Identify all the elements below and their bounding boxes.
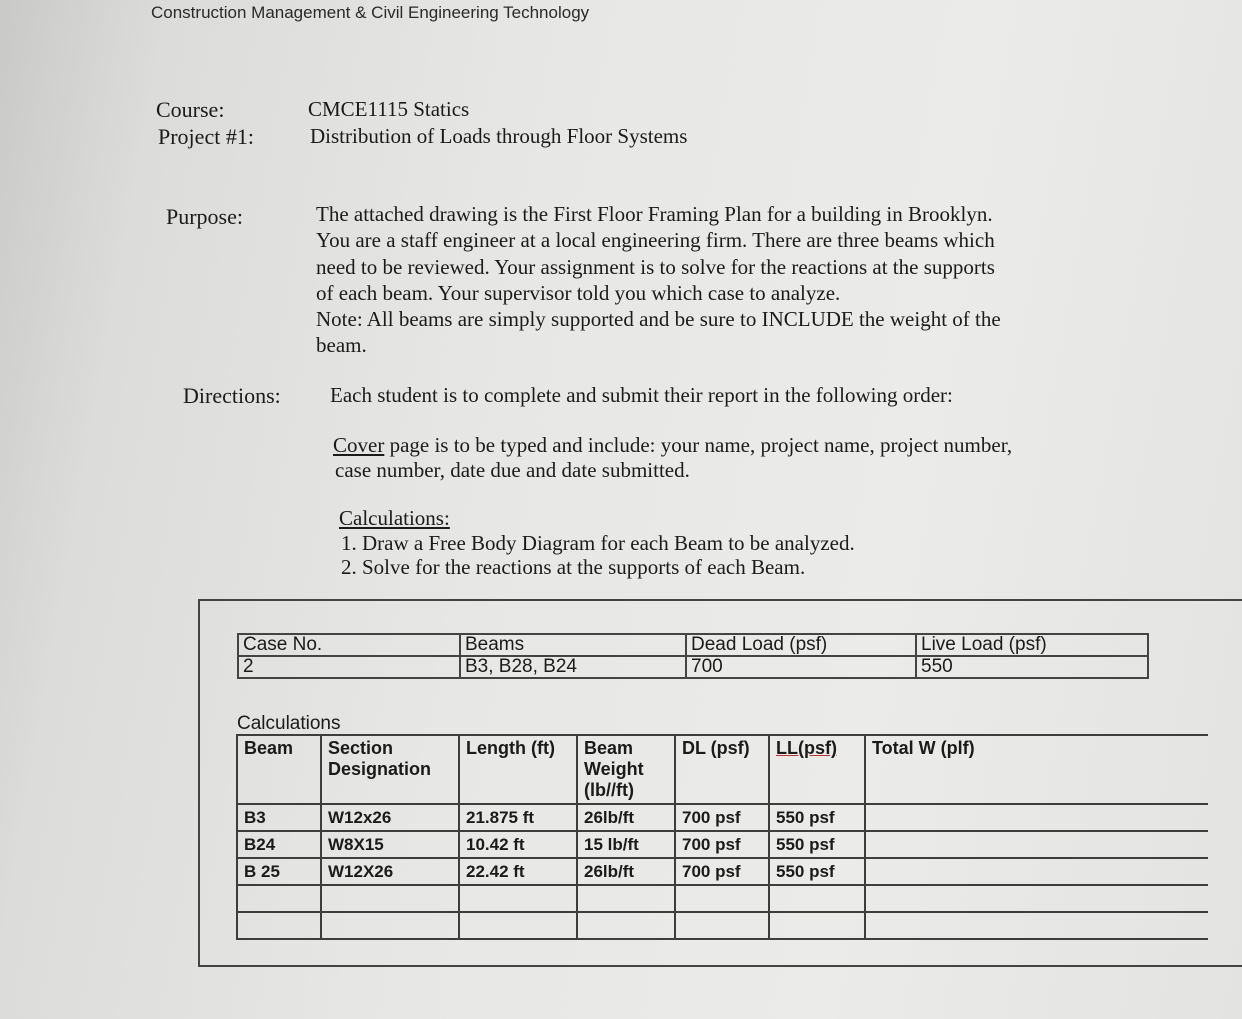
course-value: CMCE1115 Statics (308, 97, 470, 121)
case-value-cell: B3, B28, B24 (460, 656, 686, 678)
table-cell (321, 885, 459, 912)
purpose-line: beam. (316, 333, 367, 358)
project-label: Project #1: (158, 124, 254, 149)
directions-text: Each student is to complete and submit their report in the following order: (330, 383, 953, 407)
cover-word: Cover (333, 433, 385, 457)
case-value-cell: 700 (686, 656, 916, 678)
table-cell (675, 885, 769, 912)
calc-header-cell: Total W (plf) (865, 735, 1208, 804)
calc-header-row (237, 735, 1208, 804)
case-table-value-row (238, 656, 1148, 678)
case-table (237, 633, 1149, 679)
table-cell (769, 912, 865, 939)
project-value: Distribution of Loads through Floor Systems (310, 124, 688, 148)
cover-instruction (333, 433, 1012, 458)
calculations-heading: Calculations: (339, 506, 450, 530)
table-cell: B24 (237, 831, 321, 858)
document-header: Construction Management & Civil Engineering Technology (151, 3, 590, 22)
table-cell: B3 (237, 804, 321, 831)
calc-header-cell: DL (psf) (675, 735, 769, 804)
table-cell: 550 psf (769, 858, 865, 885)
case-header-cell: Live Load (psf) (916, 634, 1148, 656)
table-cell: 22.42 ft (459, 858, 577, 885)
table-cell: 700 psf (675, 858, 769, 885)
case-header-cell: Dead Load (psf) (686, 634, 916, 656)
table-row (237, 831, 1208, 858)
purpose-paragraph (316, 201, 1166, 359)
calc-header-cell: LL(psf) (769, 735, 865, 804)
case-header-cell: Beams (460, 634, 686, 656)
table-cell: 700 psf (675, 831, 769, 858)
calculations-table-title: Calculations (237, 713, 341, 734)
table-cell: 10.42 ft (459, 831, 577, 858)
table-cell (237, 912, 321, 939)
table-cell (459, 885, 577, 912)
case-value-cell: 2 (238, 656, 460, 678)
table-cell: W12X26 (321, 858, 459, 885)
directions-label: Directions: (183, 383, 281, 408)
table-cell: 21.875 ft (459, 804, 577, 831)
purpose-line: need to be reviewed. Your assignment is to solve for the reactions at the supports (316, 254, 995, 279)
table-row (237, 885, 1208, 912)
table-row (237, 912, 1208, 939)
table-row (237, 858, 1208, 885)
purpose-line: You are a staff engineer at a local engineering firm. There are three beams which (316, 228, 995, 253)
table-cell (865, 804, 1208, 831)
purpose-line: Note: All beams are simply supported and be sure to INCLUDE the weight of the (316, 307, 1001, 332)
cover-rest: page is to be typed and include: your name, project name, project number, (384, 433, 1013, 457)
table-cell (675, 912, 769, 939)
table-cell (865, 912, 1208, 939)
step-1: 1. Draw a Free Body Diagram for each Beam to be analyzed. (341, 531, 855, 555)
calc-header-cell: Beam (237, 735, 321, 804)
table-cell (865, 831, 1208, 858)
table-cell: 550 psf (769, 831, 865, 858)
table-cell: 26lb/ft (577, 858, 675, 885)
table-cell (769, 885, 865, 912)
table-cell (459, 912, 577, 939)
calc-header-cell: Length (ft) (459, 735, 577, 804)
table-cell: W8X15 (321, 831, 459, 858)
table-cell (577, 885, 675, 912)
case-table-header-row (238, 634, 1148, 656)
table-cell (865, 858, 1208, 885)
table-cell (321, 912, 459, 939)
step-2: 2. Solve for the reactions at the supports of each Beam. (341, 555, 806, 579)
table-cell (577, 912, 675, 939)
table-cell: 26lb/ft (577, 804, 675, 831)
table-cell: B 25 (237, 858, 321, 885)
course-label: Course: (156, 97, 225, 122)
table-cell: 550 psf (769, 804, 865, 831)
table-cell: W12x26 (321, 804, 459, 831)
calc-header-cell: Beam Weight (lb//ft) (577, 735, 675, 804)
table-cell (237, 885, 321, 912)
case-value-cell: 550 (916, 656, 1148, 678)
calc-header-cell: Section Designation (321, 735, 459, 804)
table-cell: 15 lb/ft (577, 831, 675, 858)
table-cell (865, 885, 1208, 912)
purpose-label: Purpose: (166, 204, 243, 229)
purpose-line: of each beam. Your supervisor told you which case to analyze. (316, 280, 841, 305)
calculations-table (236, 734, 1208, 940)
table-cell: 700 psf (675, 804, 769, 831)
purpose-line: The attached drawing is the First Floor Framing Plan for a building in Brooklyn. (316, 202, 993, 226)
cover-instruction-line2: case number, date due and date submitted. (335, 458, 690, 482)
table-row (237, 804, 1208, 831)
case-header-cell: Case No. (238, 634, 460, 656)
